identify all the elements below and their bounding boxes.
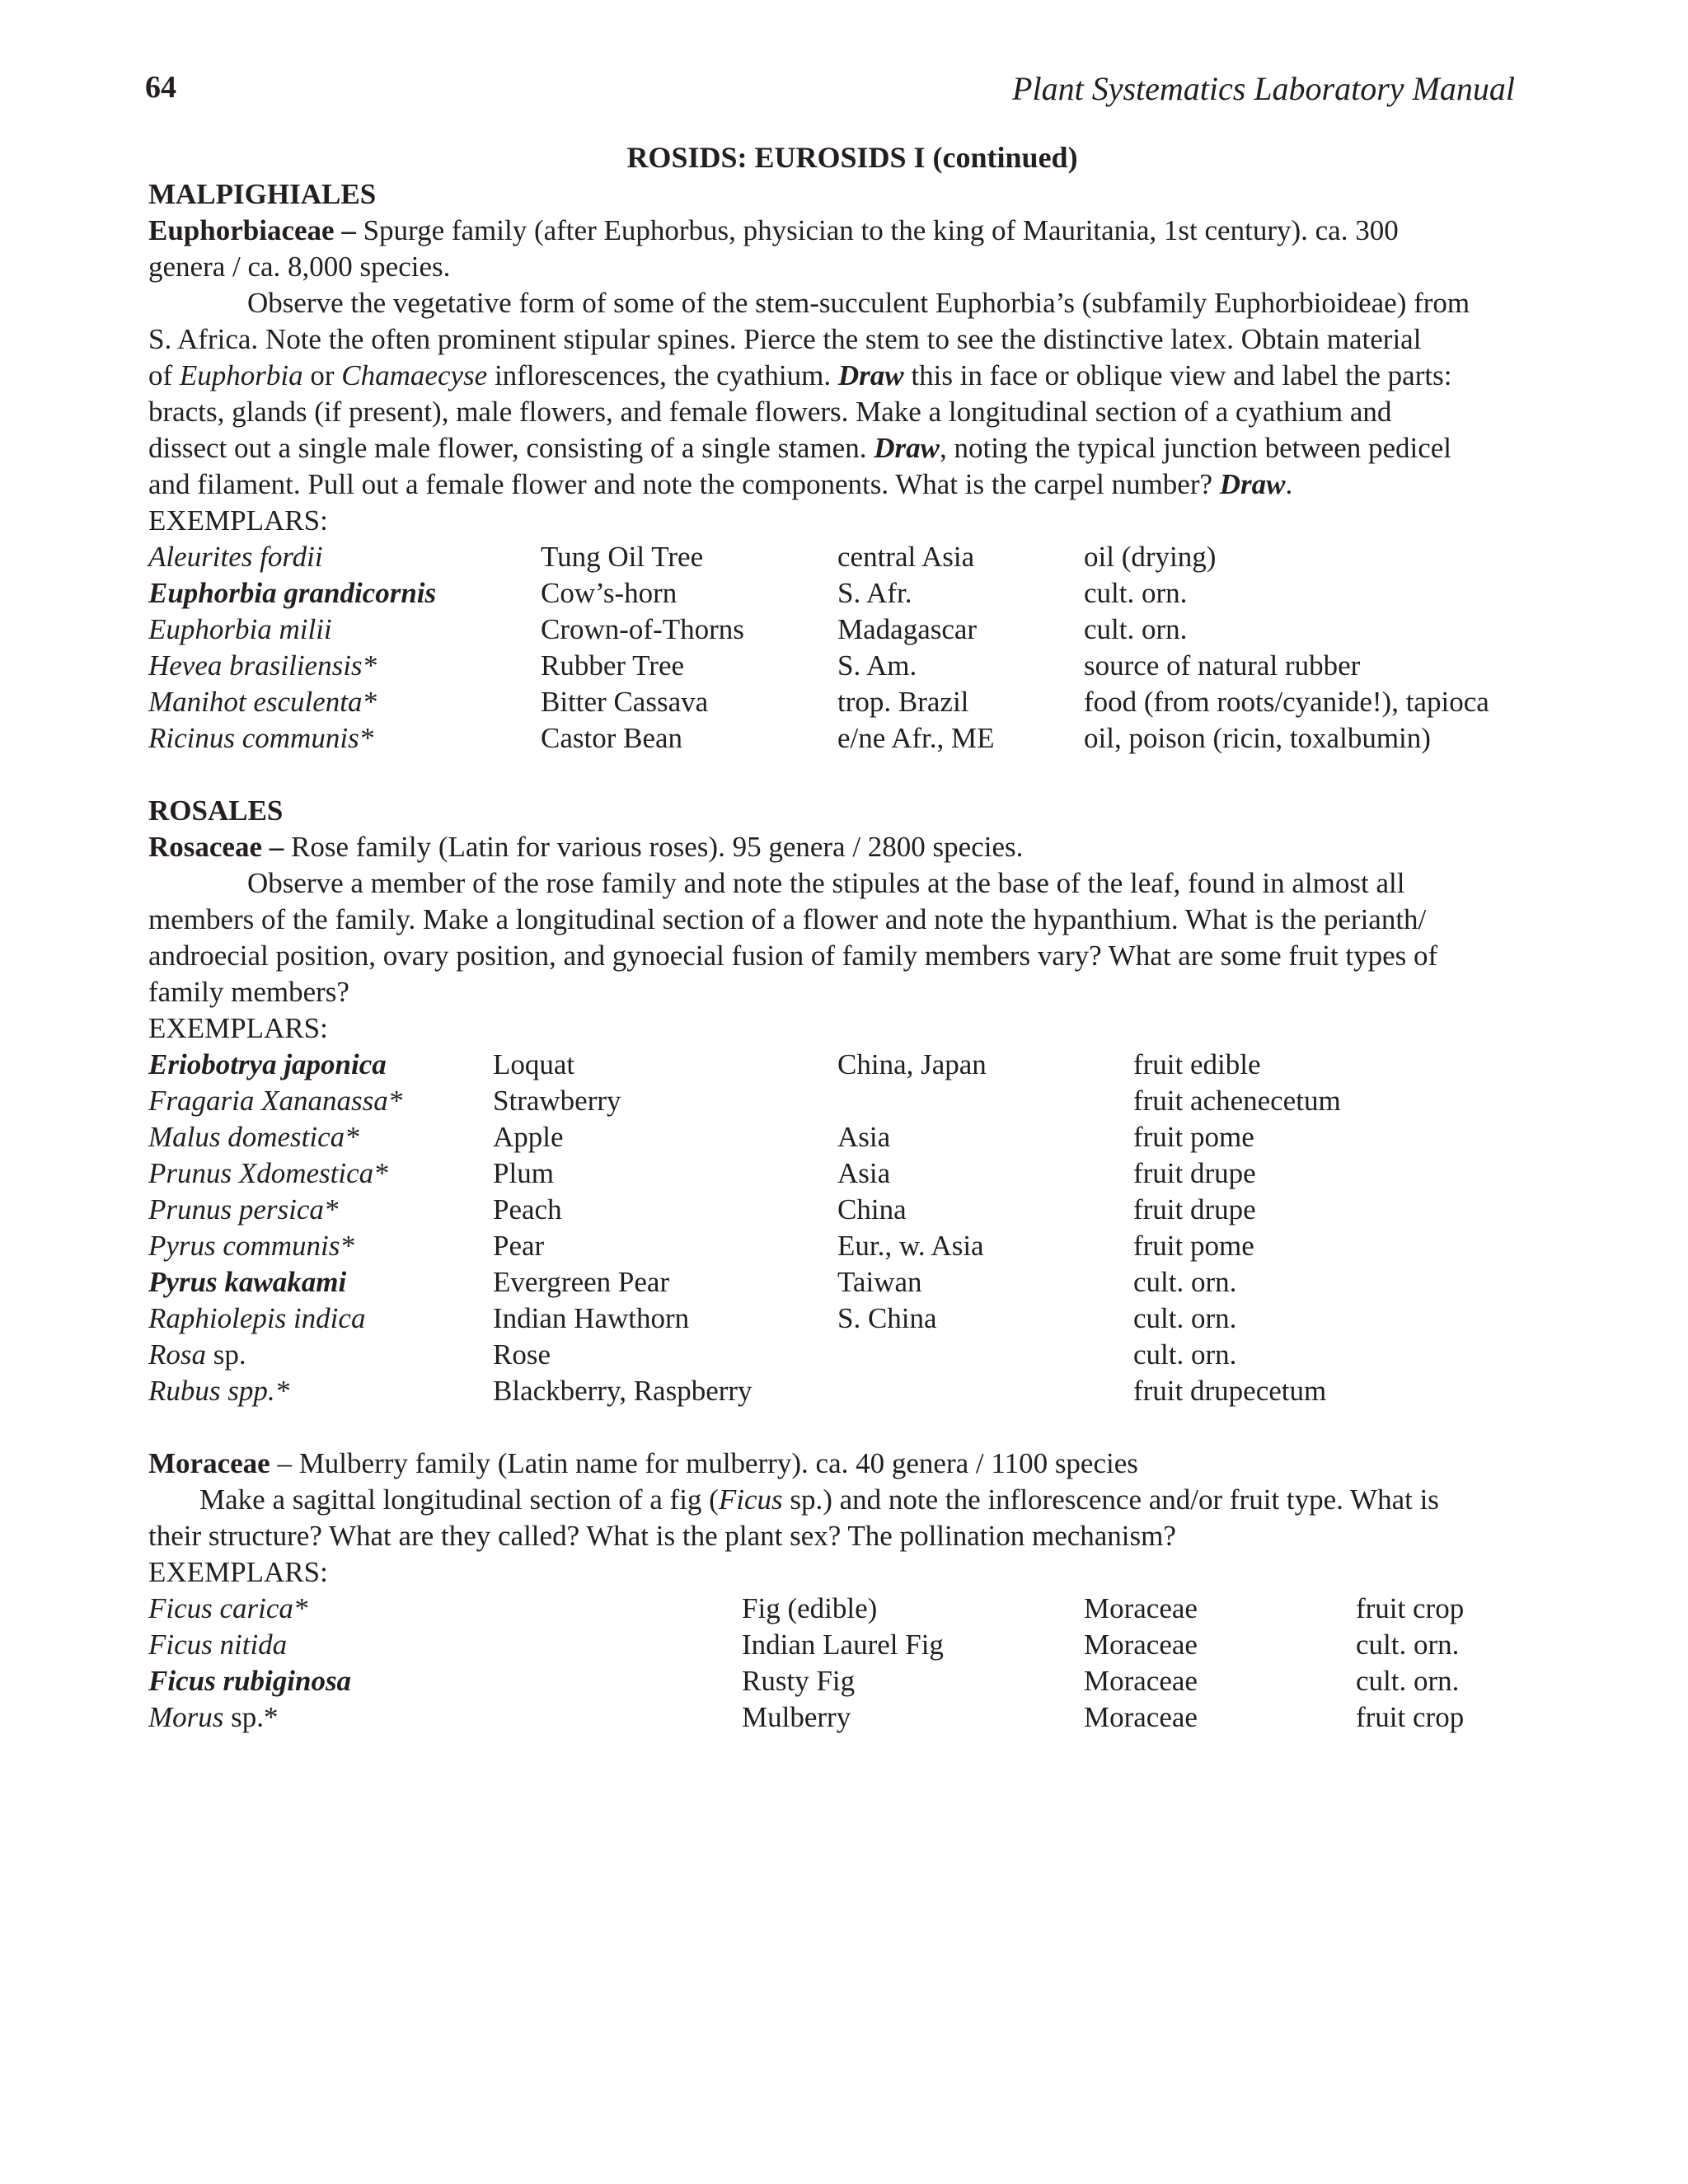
scientific-name (148, 1337, 246, 1373)
table-row (148, 1228, 1533, 1264)
table-row (148, 1047, 1533, 1083)
text-run-italic: Chamaecyse (341, 359, 488, 391)
exemplars-label: EXEMPLARS: (148, 1012, 328, 1044)
running-header-title: Plant Systematics Laboratory Manual (1012, 70, 1515, 107)
scientific-name: Rubus spp.* (148, 1375, 290, 1407)
family-name: Euphorbiaceae – (148, 214, 356, 246)
family-description (148, 829, 1533, 865)
use: fruit achenecetum (1133, 1085, 1341, 1117)
table-row (148, 1373, 1533, 1409)
scientific-name: Malus domestica* (148, 1121, 359, 1153)
use: fruit crop (1356, 1592, 1465, 1624)
common-name: Plum (493, 1157, 554, 1189)
family-column: Moraceae (1084, 1701, 1198, 1733)
text-run: inflorescences, the cyathium. (487, 359, 838, 391)
scientific-name: Pyrus kawakami (148, 1266, 347, 1298)
scientific-name: Ficus nitida (148, 1629, 288, 1661)
instructions-line: family members? (148, 976, 349, 1008)
section-moraceae (148, 1446, 1533, 1736)
family-desc-text: Spurge family (after Euphorbus, physician to the king of Mauritania, 1st century). ca. 300 (355, 214, 1399, 246)
instructions-line: androecial position, ovary position, and gynoecial fusion of family members vary? What are some fruit types of (148, 940, 1438, 972)
text-run: . (1285, 468, 1293, 500)
native-region: central Asia (837, 541, 975, 573)
use: oil (drying) (1084, 541, 1217, 573)
native-region: Asia (837, 1157, 891, 1189)
native-region: China, Japan (837, 1048, 987, 1080)
exemplar-table (148, 1047, 1533, 1409)
species-abbrev: sp.* (223, 1701, 279, 1733)
common-name: Evergreen Pear (493, 1266, 670, 1298)
common-name: Crown-of-Thorns (541, 613, 744, 645)
instructions-line: bracts, glands (if present), male flowers, and female flowers. Make a longitudinal section of a cyathium and (148, 396, 1392, 428)
use: source of natural rubber (1084, 649, 1361, 682)
scientific-name: Euphorbia grandicornis (148, 577, 437, 609)
scientific-name: Pyrus communis* (148, 1230, 354, 1262)
family-description (148, 1446, 1533, 1482)
use: cult. orn. (1356, 1629, 1460, 1661)
table-row (148, 1155, 1533, 1192)
table-row (148, 1119, 1533, 1155)
main-content (148, 176, 1533, 1736)
instructions-line: their structure? What are they called? What is the plant sex? The pollination mechanism? (148, 1520, 1176, 1552)
table-row (148, 575, 1533, 612)
instructions-line (148, 466, 1533, 503)
use: food (from roots/cyanide!), tapioca (1084, 686, 1489, 718)
common-name: Peach (493, 1193, 562, 1226)
instructions-line: members of the family. Make a longitudinal section of a flower and note the hypanthium. What is the perianth/ (148, 903, 1427, 935)
table-row (148, 539, 1533, 575)
table-row (148, 1192, 1533, 1228)
common-name: Indian Laurel Fig (742, 1629, 944, 1661)
family-column: Moraceae (1084, 1629, 1198, 1661)
section-spacer (148, 757, 1533, 793)
scientific-name: Hevea brasiliensis* (148, 649, 377, 682)
family-desc-line-2: genera / ca. 8,000 species. (148, 251, 451, 283)
instructions-line: S. Africa. Note the often prominent stipular spines. Pierce the stem to see the distinctive latex. Obtain material (148, 323, 1422, 355)
native-region: Eur., w. Asia (837, 1230, 984, 1262)
scientific-name (148, 1699, 279, 1736)
scientific-name: Eriobotrya japonica (148, 1048, 387, 1080)
native-region: S. Am. (837, 649, 917, 682)
order-heading: ROSALES (148, 794, 284, 827)
table-row (148, 684, 1533, 720)
genus-name: Rosa (148, 1338, 206, 1371)
table-row (148, 1337, 1533, 1373)
page-number: 64 (145, 70, 176, 105)
scientific-name: Prunus Xdomestica* (148, 1157, 388, 1189)
family-desc-text: – Mulberry family (Latin name for mulberry). ca. 40 genera / 1100 species (270, 1447, 1138, 1479)
family-name: Rosaceae – (148, 831, 284, 863)
common-name: Strawberry (493, 1085, 621, 1117)
scientific-name: Ficus rubiginosa (148, 1665, 352, 1697)
table-row (148, 720, 1533, 757)
common-name: Loquat (493, 1048, 575, 1080)
native-region: China (837, 1193, 907, 1226)
order-heading: MALPIGHIALES (148, 178, 377, 210)
scientific-name: Manihot esculenta* (148, 686, 377, 718)
native-region: S. Afr. (837, 577, 912, 609)
use: cult. orn. (1133, 1338, 1237, 1371)
genus-name: Morus (148, 1701, 224, 1733)
common-name: Fig (edible) (742, 1592, 878, 1624)
family-name: Moraceae (148, 1447, 270, 1479)
instructions-line: Observe a member of the rose family and note the stipules at the base of the leaf, found in almost all (247, 867, 1405, 899)
table-row (148, 648, 1533, 684)
table-row (148, 612, 1533, 648)
text-run: this in face or oblique view and label the parts: (903, 359, 1452, 391)
instructions-line (148, 1482, 1533, 1518)
use: cult. orn. (1084, 613, 1188, 645)
family-desc-text: Rose family (Latin for various roses). 95 genera / 2800 species. (284, 831, 1024, 863)
family-column: Moraceae (1084, 1592, 1198, 1624)
common-name: Rose (493, 1338, 551, 1371)
common-name: Rubber Tree (541, 649, 685, 682)
use: fruit drupe (1133, 1157, 1256, 1189)
text-run: of (148, 359, 180, 391)
use: fruit edible (1133, 1048, 1261, 1080)
use: oil, poison (ricin, toxalbumin) (1084, 722, 1431, 754)
scientific-name: Euphorbia milii (148, 613, 332, 645)
scientific-name: Ficus carica* (148, 1592, 308, 1624)
scientific-name: Raphiolepis indica (148, 1302, 366, 1334)
family-column: Moraceae (1084, 1665, 1198, 1697)
family-description (148, 213, 1533, 249)
draw-instruction: Draw (874, 432, 940, 464)
text-run: and filament. Pull out a female flower and note the components. What is the carpel number? (148, 468, 1220, 500)
native-region: Taiwan (837, 1266, 922, 1298)
text-run: or (302, 359, 342, 391)
draw-instruction: Draw (1219, 468, 1286, 500)
table-row (148, 1264, 1533, 1301)
use: fruit pome (1133, 1121, 1254, 1153)
native-region: Asia (837, 1121, 891, 1153)
use: cult. orn. (1133, 1266, 1237, 1298)
table-row (148, 1627, 1533, 1663)
use: cult. orn. (1084, 577, 1188, 609)
instructions-line (148, 358, 1533, 394)
section-rosales (148, 793, 1533, 1409)
native-region: e/ne Afr., ME (837, 722, 995, 754)
text-run-italic: Euphorbia (179, 359, 303, 391)
use: cult. orn. (1133, 1302, 1237, 1334)
species-abbrev: sp. (206, 1338, 246, 1371)
scientific-name: Ricinus communis* (148, 722, 374, 754)
scientific-name: Aleurites fordii (148, 541, 323, 573)
native-region: S. China (837, 1302, 937, 1334)
common-name: Pear (493, 1230, 545, 1262)
common-name: Tung Oil Tree (541, 541, 704, 573)
text-run-italic: Ficus (718, 1483, 783, 1516)
common-name: Indian Hawthorn (493, 1302, 690, 1334)
common-name: Rusty Fig (742, 1665, 856, 1697)
table-row (148, 1301, 1533, 1337)
use: fruit crop (1356, 1701, 1465, 1733)
exemplars-label: EXEMPLARS: (148, 1556, 328, 1588)
table-row (148, 1699, 1533, 1736)
exemplar-table (148, 539, 1533, 757)
native-region: Madagascar (837, 613, 978, 645)
draw-instruction: Draw (837, 359, 904, 391)
common-name: Mulberry (742, 1701, 851, 1733)
common-name: Apple (493, 1121, 564, 1153)
instructions-line: Observe the vegetative form of some of the stem-succulent Euphorbia’s (subfamily Euphorbioideae) from (247, 287, 1470, 319)
table-row (148, 1083, 1533, 1119)
instructions-line (148, 430, 1533, 466)
scientific-name: Fragaria Xananassa* (148, 1085, 403, 1117)
table-row (148, 1591, 1533, 1627)
section-malpighiales (148, 176, 1533, 757)
text-run: sp.) and note the inflorescence and/or fruit type. What is (782, 1483, 1439, 1516)
text-run: , noting the typical junction between pedicel (939, 432, 1452, 464)
use: fruit drupe (1133, 1193, 1256, 1226)
table-row (148, 1663, 1533, 1699)
text-run: dissect out a single male flower, consisting of a single stamen. (148, 432, 874, 464)
common-name: Bitter Cassava (541, 686, 709, 718)
use: fruit drupecetum (1133, 1375, 1327, 1407)
page-heading: ROSIDS: EUROSIDS I (continued) (626, 141, 1078, 174)
text-run: Make a sagittal longitudinal section of a fig ( (199, 1483, 719, 1516)
common-name: Blackberry, Raspberry (493, 1375, 753, 1407)
common-name: Castor Bean (541, 722, 683, 754)
common-name: Cow’s-horn (541, 577, 678, 609)
exemplar-table (148, 1591, 1533, 1736)
use: fruit pome (1133, 1230, 1254, 1262)
scientific-name: Prunus persica* (148, 1193, 339, 1226)
use: cult. orn. (1356, 1665, 1460, 1697)
section-spacer (148, 1409, 1533, 1446)
native-region: trop. Brazil (837, 686, 969, 718)
exemplars-label: EXEMPLARS: (148, 504, 328, 537)
